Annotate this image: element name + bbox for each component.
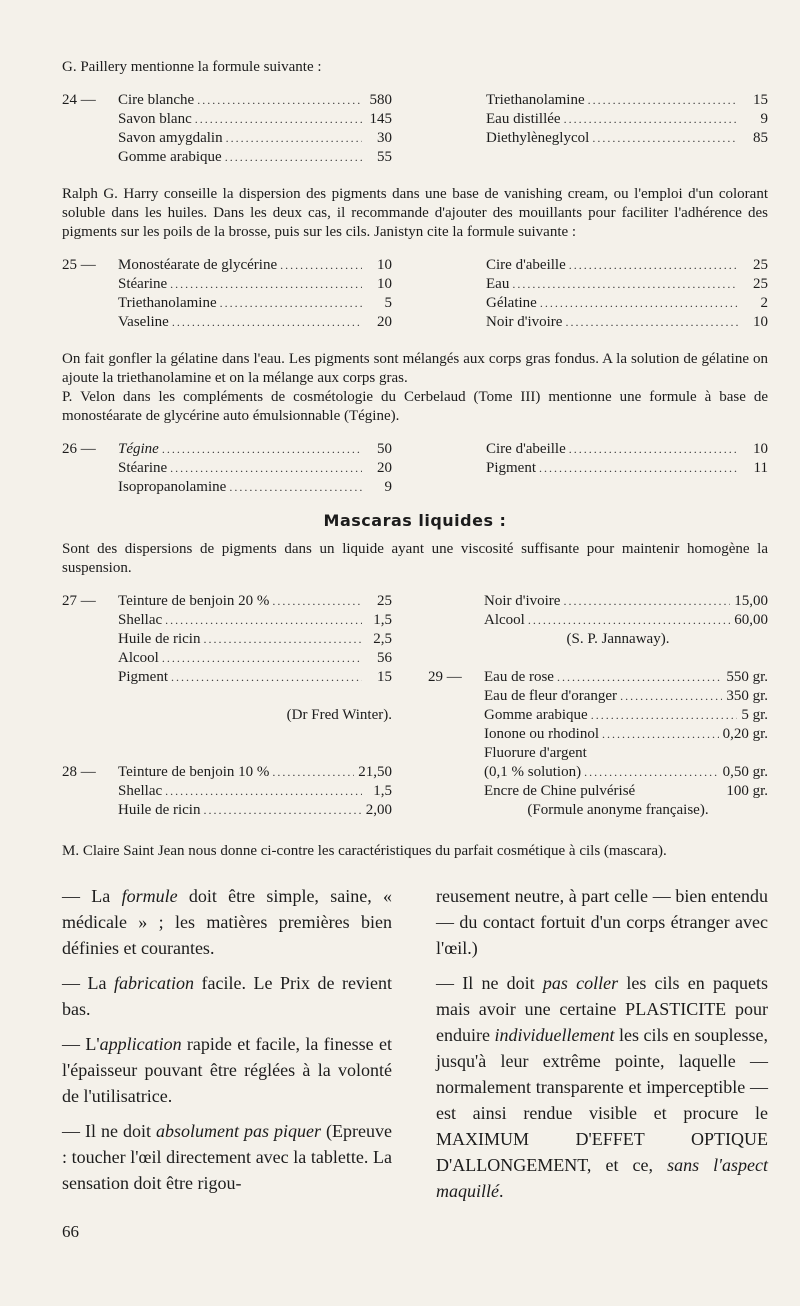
formula-row: Encre de Chine pulvérisé 100 gr. — [484, 783, 768, 799]
paragraph-gelatine: On fait gonfler la gélatine dans l'eau. Les pigments sont mélangés aux corps gras fondus. A la solution de gélatine on ajoute la triethanolamine et on la mélange aux corps gras. — [62, 351, 768, 386]
formula-credit: (Formule anonyme française). — [527, 802, 709, 818]
page-number: 66 — [62, 1222, 79, 1241]
formula-25-right — [486, 256, 768, 332]
formula-row: Alcool ..... 60,00 — [428, 611, 768, 630]
formula-row: Gélatine ..... 2 — [486, 294, 768, 313]
formula-row: Cire d'abeille ..... 10 — [486, 440, 768, 459]
formula-row: Stéarine ..... 20 — [62, 459, 392, 478]
characteristics-left — [62, 883, 392, 1213]
formula-26-left — [62, 440, 392, 497]
formula-row: Triethanolamine ..... 15 — [486, 91, 768, 110]
formula-25-left — [62, 256, 392, 332]
formula-row: Alcool ..... 56 — [62, 649, 392, 668]
formula-row: Huile de ricin ..... 2,00 — [62, 801, 392, 820]
formula-row: Huile de ricin ..... 2,5 — [62, 630, 392, 649]
formula-row: Pigment ..... 11 — [486, 459, 768, 478]
formula-25 — [62, 256, 768, 332]
characteristics-columns — [62, 883, 768, 1213]
characteristic-piquer: — Il ne doit absolument pas piquer (Epreuve : toucher l'œil directement avec la tablette. La sensation doit être rigou- — [62, 1121, 392, 1193]
page — [62, 52, 768, 1213]
formula-24-left — [62, 91, 392, 167]
formula-row: Pigment ..... 15 — [62, 668, 392, 687]
paragraph-velon: P. Velon dans les compléments de cosmétologie du Cerbelaud (Tome III) mentionne une formule à base de monostéarate de glycérine auto émulsionnable (Tégine). — [62, 389, 768, 424]
formula-row: Isopropanolamine ..... 9 — [62, 478, 392, 497]
formulas-left — [62, 592, 392, 820]
formula-credit: (S. P. Jannaway). — [566, 631, 670, 647]
characteristic-application: — L'application rapide et facile, la finesse et l'épaisseur pouvant être réglées à la volonté de l'utilisatrice. — [62, 1034, 392, 1106]
formula-row: Vaseline ..... 20 — [62, 313, 392, 332]
paragraph-harry: Ralph G. Harry conseille la dispersion des pigments dans une base de vanishing cream, ou l'emploi d'un colorant soluble dans les huiles. Dans les deux cas, il recommande d'ajouter des mouillants pour faciliter l'adhérence des pigments sur les poils de la brosse, puis sur les cils. Janistyn cite la formule suivante : — [62, 186, 768, 240]
formula-row: (0,1 % solution) ..... 0,50 gr. — [428, 763, 768, 782]
formula-26-right — [486, 440, 768, 497]
formula-row: 27 — Teinture de benjoin 20 % ..... 25 — [62, 592, 392, 611]
formula-row: Noir d'ivoire ..... 15,00 — [428, 592, 768, 611]
formula-row: 26 — Tégine ..... 50 — [62, 440, 392, 459]
formula-row: Stéarine ..... 10 — [62, 275, 392, 294]
formula-24-right — [486, 91, 768, 167]
formula-row: Savon blanc ..... 145 — [62, 110, 392, 129]
formula-row: Ionone ou rhodinol ..... 0,20 gr. — [428, 725, 768, 744]
characteristics-right — [436, 883, 768, 1213]
formula-row: Gomme arabique ..... 5 gr. — [428, 706, 768, 725]
formula-row: Shellac ..... 1,5 — [62, 611, 392, 630]
characteristic-fabrication: — La fabrication facile. Le Prix de revient bas. — [62, 973, 393, 1019]
intro-paragraph: G. Paillery mentionne la formule suivante : — [62, 59, 322, 75]
formula-row: Eau distillée ..... 9 — [486, 110, 768, 129]
formula-row: Cire d'abeille ..... 25 — [486, 256, 768, 275]
formula-row: Noir d'ivoire ..... 10 — [486, 313, 768, 332]
formulas-right — [428, 592, 768, 820]
formula-row: 24 — Cire blanche ..... 580 — [62, 91, 392, 110]
characteristic-coller: — Il ne doit pas coller les cils en paquets mais avoir une certaine PLASTICITE pour enduire individuellement les cils en souplesse, jusqu'à leur extrême pointe, laquelle — normalement transparente et imperceptible — est ainsi rendue visible et procure le MAXIMUM D'EFFET OPTIQUE D'ALLONGEMENT, et ce, sans l'aspect maquillé. — [436, 973, 768, 1201]
formula-row: Shellac ..... 1,5 — [62, 782, 392, 801]
formula-27-29 — [62, 592, 768, 820]
characteristic-continued: reusement neutre, à part celle — bien entendu — du contact fortuit d'un corps étranger avec l'œil.) — [436, 886, 768, 958]
formula-row: Savon amygdalin ..... 30 — [62, 129, 392, 148]
formula-row: Gomme arabique ..... 55 — [62, 148, 392, 167]
formula-row: 28 — Teinture de benjoin 10 % ..... 21,50 — [62, 763, 392, 782]
formula-row: Eau de fleur d'oranger ..... 350 gr. — [428, 687, 768, 706]
formula-row: Diethylèneglycol ..... 85 — [486, 129, 768, 148]
paragraph-saint-jean: M. Claire Saint Jean nous donne ci-contre les caractéristiques du parfait cosmétique à cils (mascara). — [62, 843, 667, 859]
formula-row: Fluorure d'argent — [484, 745, 587, 761]
formula-row: 25 — Monostéarate de glycérine ..... 10 — [62, 256, 392, 275]
formula-26 — [62, 440, 768, 497]
characteristic-formule: — La formule doit être simple, saine, « médicale » ; les matières premières bien définies et courantes. — [62, 886, 392, 958]
formula-row: Eau ..... 25 — [486, 275, 768, 294]
formula-credit: (Dr Fred Winter). — [286, 707, 392, 723]
paragraph-dispersions: Sont des dispersions de pigments dans un liquide ayant une viscosité suffisante pour maintenir homogène la suspension. — [62, 541, 768, 576]
formula-row: Triethanolamine ..... 5 — [62, 294, 392, 313]
formula-24 — [62, 91, 768, 167]
formula-row: 29 — Eau de rose ..... 550 gr. — [428, 668, 768, 687]
section-heading: Mascaras liquides : — [323, 511, 507, 530]
